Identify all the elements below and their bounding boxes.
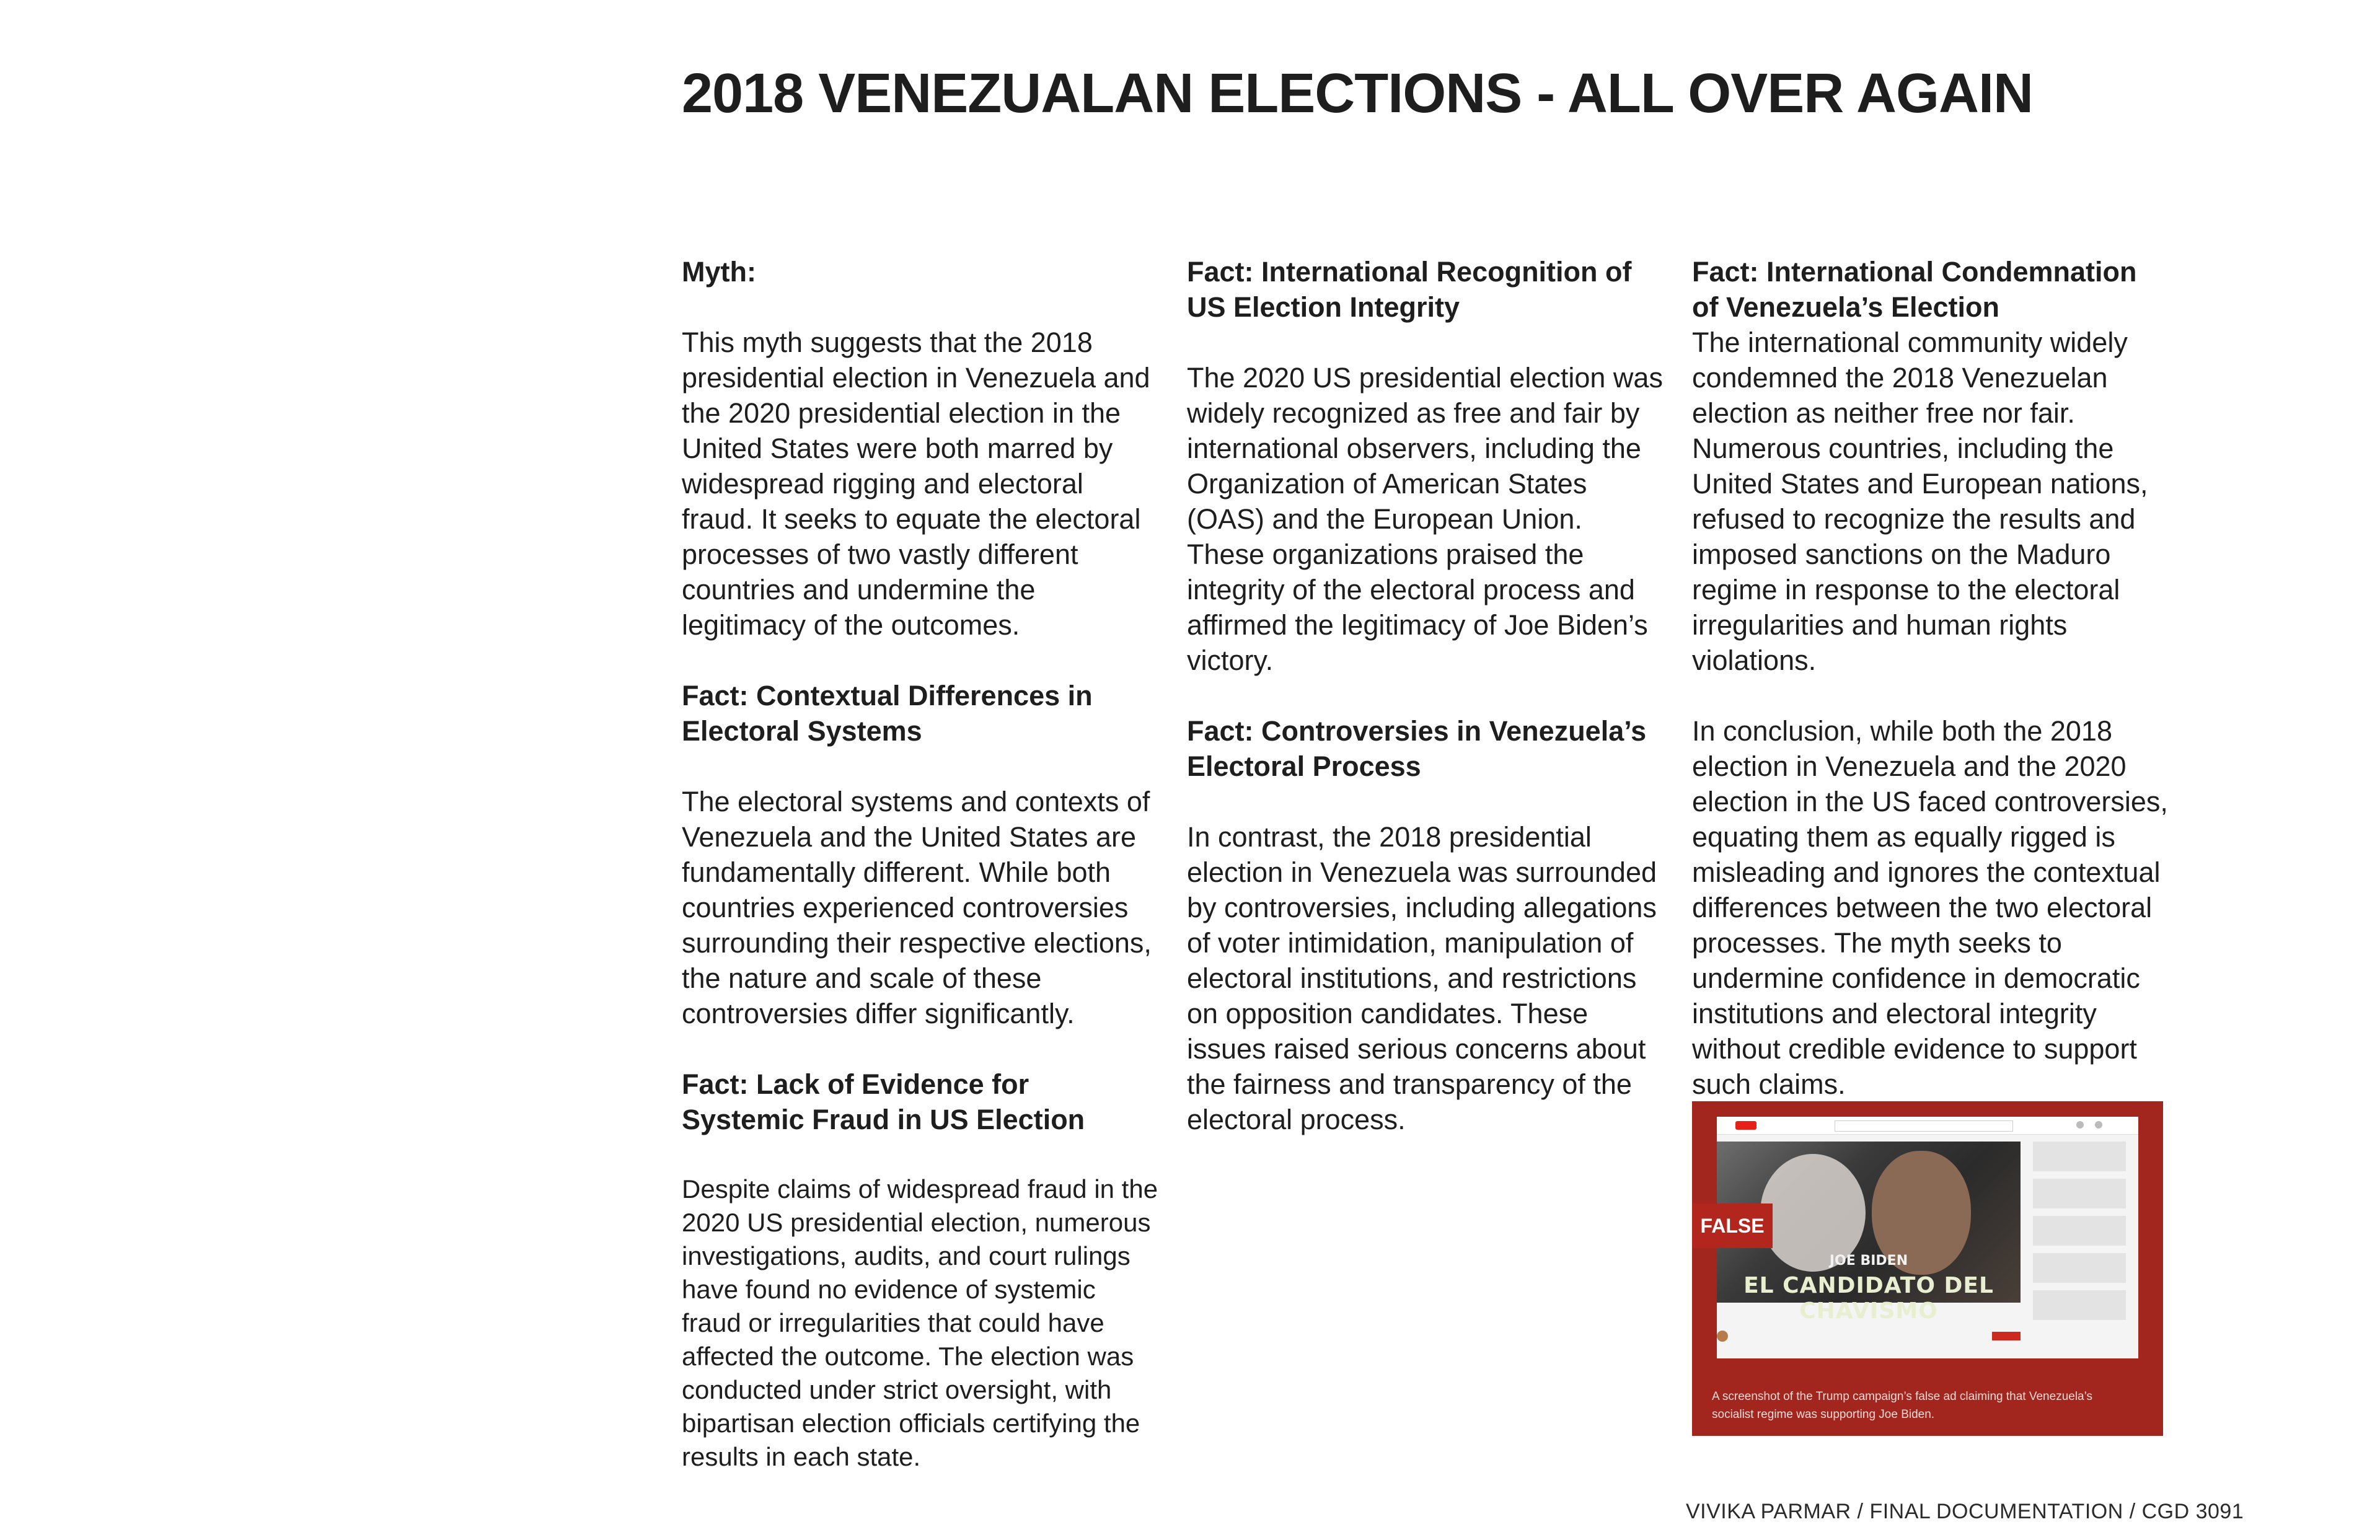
sidebar-thumbnail [2033, 1142, 2126, 1171]
footer-credit: VIVIKA PARMAR / FINAL DOCUMENTATION / CGD 3091 [1686, 1500, 2244, 1523]
fact-contextual-text: The electoral systems and contexts of Venezuela and the United States are fundamentally different. While both countries experienced controversies surrounding their respective elections, the nature and scale of these controversies differ significantly. [682, 786, 1152, 1029]
fact-recognition-text: The 2020 US presidential election was widely recognized as free and fair by international observers, including the Organization of American States (OAS) and the European Union. These organizations praised the integrity of the electoral process and affirmed the legitimacy of Joe Biden’s victory. [1187, 362, 1663, 676]
sidebar-thumbnail [2033, 1179, 2126, 1208]
column-middle [1187, 254, 1664, 1137]
spacer [682, 1031, 1159, 1067]
sidebar-thumbnail [2033, 1216, 2126, 1246]
youtube-screenshot [1717, 1117, 2138, 1358]
column-right [1692, 254, 2169, 1102]
youtube-logo-icon [1735, 1121, 1756, 1130]
fact-recognition-heading: Fact: International Recognition of US Election Integrity [1187, 256, 1632, 323]
fact-evidence-heading: Fact: Lack of Evidence for Systemic Fraud in US Election [682, 1068, 1085, 1135]
fact-evidence-body [682, 1173, 1159, 1474]
fact-condemnation-text: The international community widely condemned the 2018 Venezuelan election as neither free nor fair. Numerous countries, including the United States and European nations, refused to recognize the results and imposed sanctions on the Maduro regime in response to the electoral irregularities and human rights violations. [1692, 327, 2148, 676]
spacer [682, 643, 1159, 678]
youtube-search-box [1835, 1120, 2013, 1132]
fact-evidence-text: Despite claims of widespread fraud in the 2020 US presidential election, numerous investigations, audits, and court rulings have found no evidence of systemic fraud or irregularities that could have affected the outcome. The election was conducted under strict oversight, with bipartisan election officials certifying the results in each state. [682, 1174, 1158, 1471]
spacer [1187, 678, 1664, 713]
fact-controversies-heading: Fact: Controversies in Venezuela’s Electoral Process [1187, 715, 1647, 782]
fact-contextual-heading: Fact: Contextual Differences in Electoral Systems [682, 680, 1093, 747]
video-subtitle-name: JOE BIDEN [1829, 1253, 1908, 1269]
notification-icon [2076, 1121, 2084, 1129]
channel-avatar [1717, 1331, 1728, 1342]
conclusion-text: In conclusion, while both the 2018 election in Venezuela and the 2020 election in the US faced controversies, equating them as equally rigged is misleading and ignores the contextual differences between the two electoral processes. The myth seeks to undermine confidence in democratic institutions and electoral integrity without credible evidence to support such claims. [1692, 715, 2168, 1100]
video-subtitle-headline: EL CANDIDATO DEL CHAVISMO [1743, 1273, 1994, 1324]
spacer [682, 289, 1159, 325]
myth-heading: Myth: [682, 256, 756, 288]
column-left [682, 254, 1159, 1474]
spacer [1187, 784, 1664, 819]
fact-controversies-text: In contrast, the 2018 presidential election in Venezuela was surrounded by controversies, including allegations of voter intimidation, manipulation of electoral institutions, and restrictions on opposition candidates. These issues raised serious concerns about the fairness and transparency of the electoral process. [1187, 821, 1657, 1135]
sidebar-thumbnail [2033, 1290, 2126, 1320]
sidebar-thumbnail [2033, 1253, 2126, 1283]
figure-caption: A screenshot of the Trump campaign’s false ad claiming that Venezuela’s socialist regime was supporting Joe Biden. [1712, 1390, 2092, 1421]
youtube-top-bar [1717, 1117, 2138, 1135]
spacer [1692, 678, 2169, 713]
spacer [1187, 325, 1664, 360]
spacer [682, 1137, 1159, 1173]
myth-text: This myth suggests that the 2018 presidential election in Venezuela and the 2020 presidential election in the United States were both marred by widespread rigging and electoral fraud. It seeks to equate the electoral processes of two vastly different countries and undermine the legitimacy of the outcomes. [682, 327, 1150, 641]
fact-condemnation-heading: Fact: International Condemnation of Venezuela’s Election [1692, 256, 2137, 323]
false-badge: FALSE [1692, 1203, 1773, 1248]
subscribe-button [1992, 1332, 2021, 1340]
false-ad-figure [1692, 1101, 2163, 1436]
channel-row [1717, 1331, 2021, 1345]
account-icon [2095, 1121, 2102, 1129]
spacer [682, 749, 1159, 784]
page-title: 2018 VENEZUALAN ELECTIONS - ALL OVER AGAIN [682, 63, 2033, 125]
